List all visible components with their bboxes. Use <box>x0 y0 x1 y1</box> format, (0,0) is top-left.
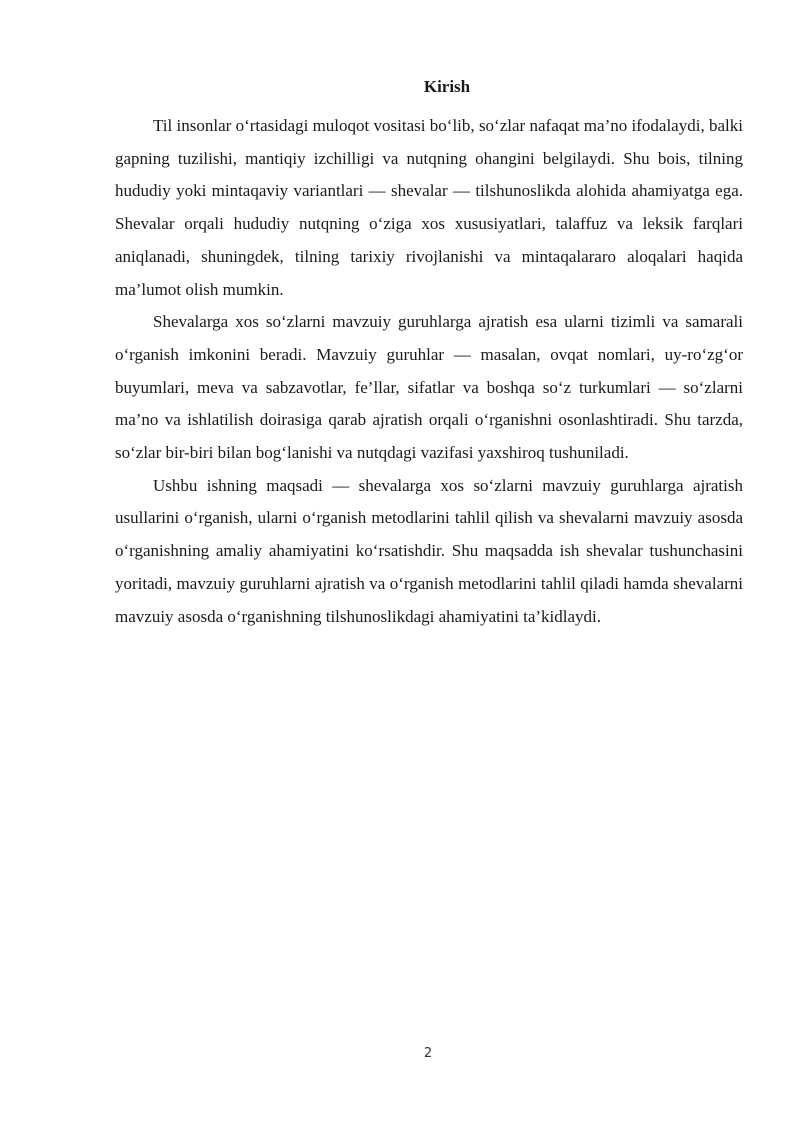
page-title: Kirish <box>423 77 471 96</box>
paragraph-2: Shevalarga xos so‘zlarni mavzuiy guruhlarga ajratish esa ularni tizimli va samarali o‘rganish imkonini beradi. Mavzuiy guruhlar — masalan, ovqat nomlari, uy-ro‘zg‘or buyumlari, meva va sabzavotlar, fe’llar, sifatlar va boshqa so‘z turkumlari — so‘zlarni ma’no va ishlatilish doirasiga qarab ajratish orqali o‘rganishni osonlashtiradi. Shu tarzda, so‘zlar bir-biri bilan bog‘lanishi va nutqdagi vazifasi yaxshiroq tushuniladi. <box>115 312 743 463</box>
page-number: 2 <box>423 1046 433 1061</box>
paragraph-1: Til insonlar o‘rtasidagi muloqot vositasi bo‘lib, so‘zlar nafaqat ma’no ifodalaydi, balki gapning tuzilishi, mantiqiy izchilligi va nutqning ohangini belgilaydi. Shu bois, tilning hududiy yoki mintaqaviy variantlari — shevalar — tilshunoslikda alohida ahamiyatga ega. Shevalar orqali hududiy nutqning o‘ziga xos xususiyatlari, talaffuz va leksik farqlari aniqlanadi, shuningdek, tilning tarixiy rivojlanishi va mintaqalararo aloqalari haqida ma’lumot olish mumkin. <box>115 116 743 299</box>
page-content <box>115 72 743 633</box>
paragraph-3: Ushbu ishning maqsadi — shevalarga xos so‘zlarni mavzuiy guruhlarga ajratish usullarini o‘rganish, ularni o‘rganish metodlarini tahlil qilish va shevalarni mavzuiy asosda o‘rganishning amaliy ahamiyatini ko‘rsatishdir. Shu maqsadda ish shevalar tushunchasini yoritadi, mavzuiy guruhlarni ajratish va o‘rganish metodlarini tahlil qiladi hamda shevalarni mavzuiy asosda o‘rganishning tilshunoslikdagi ahamiyatini ta’kidlaydi. <box>115 475 743 626</box>
